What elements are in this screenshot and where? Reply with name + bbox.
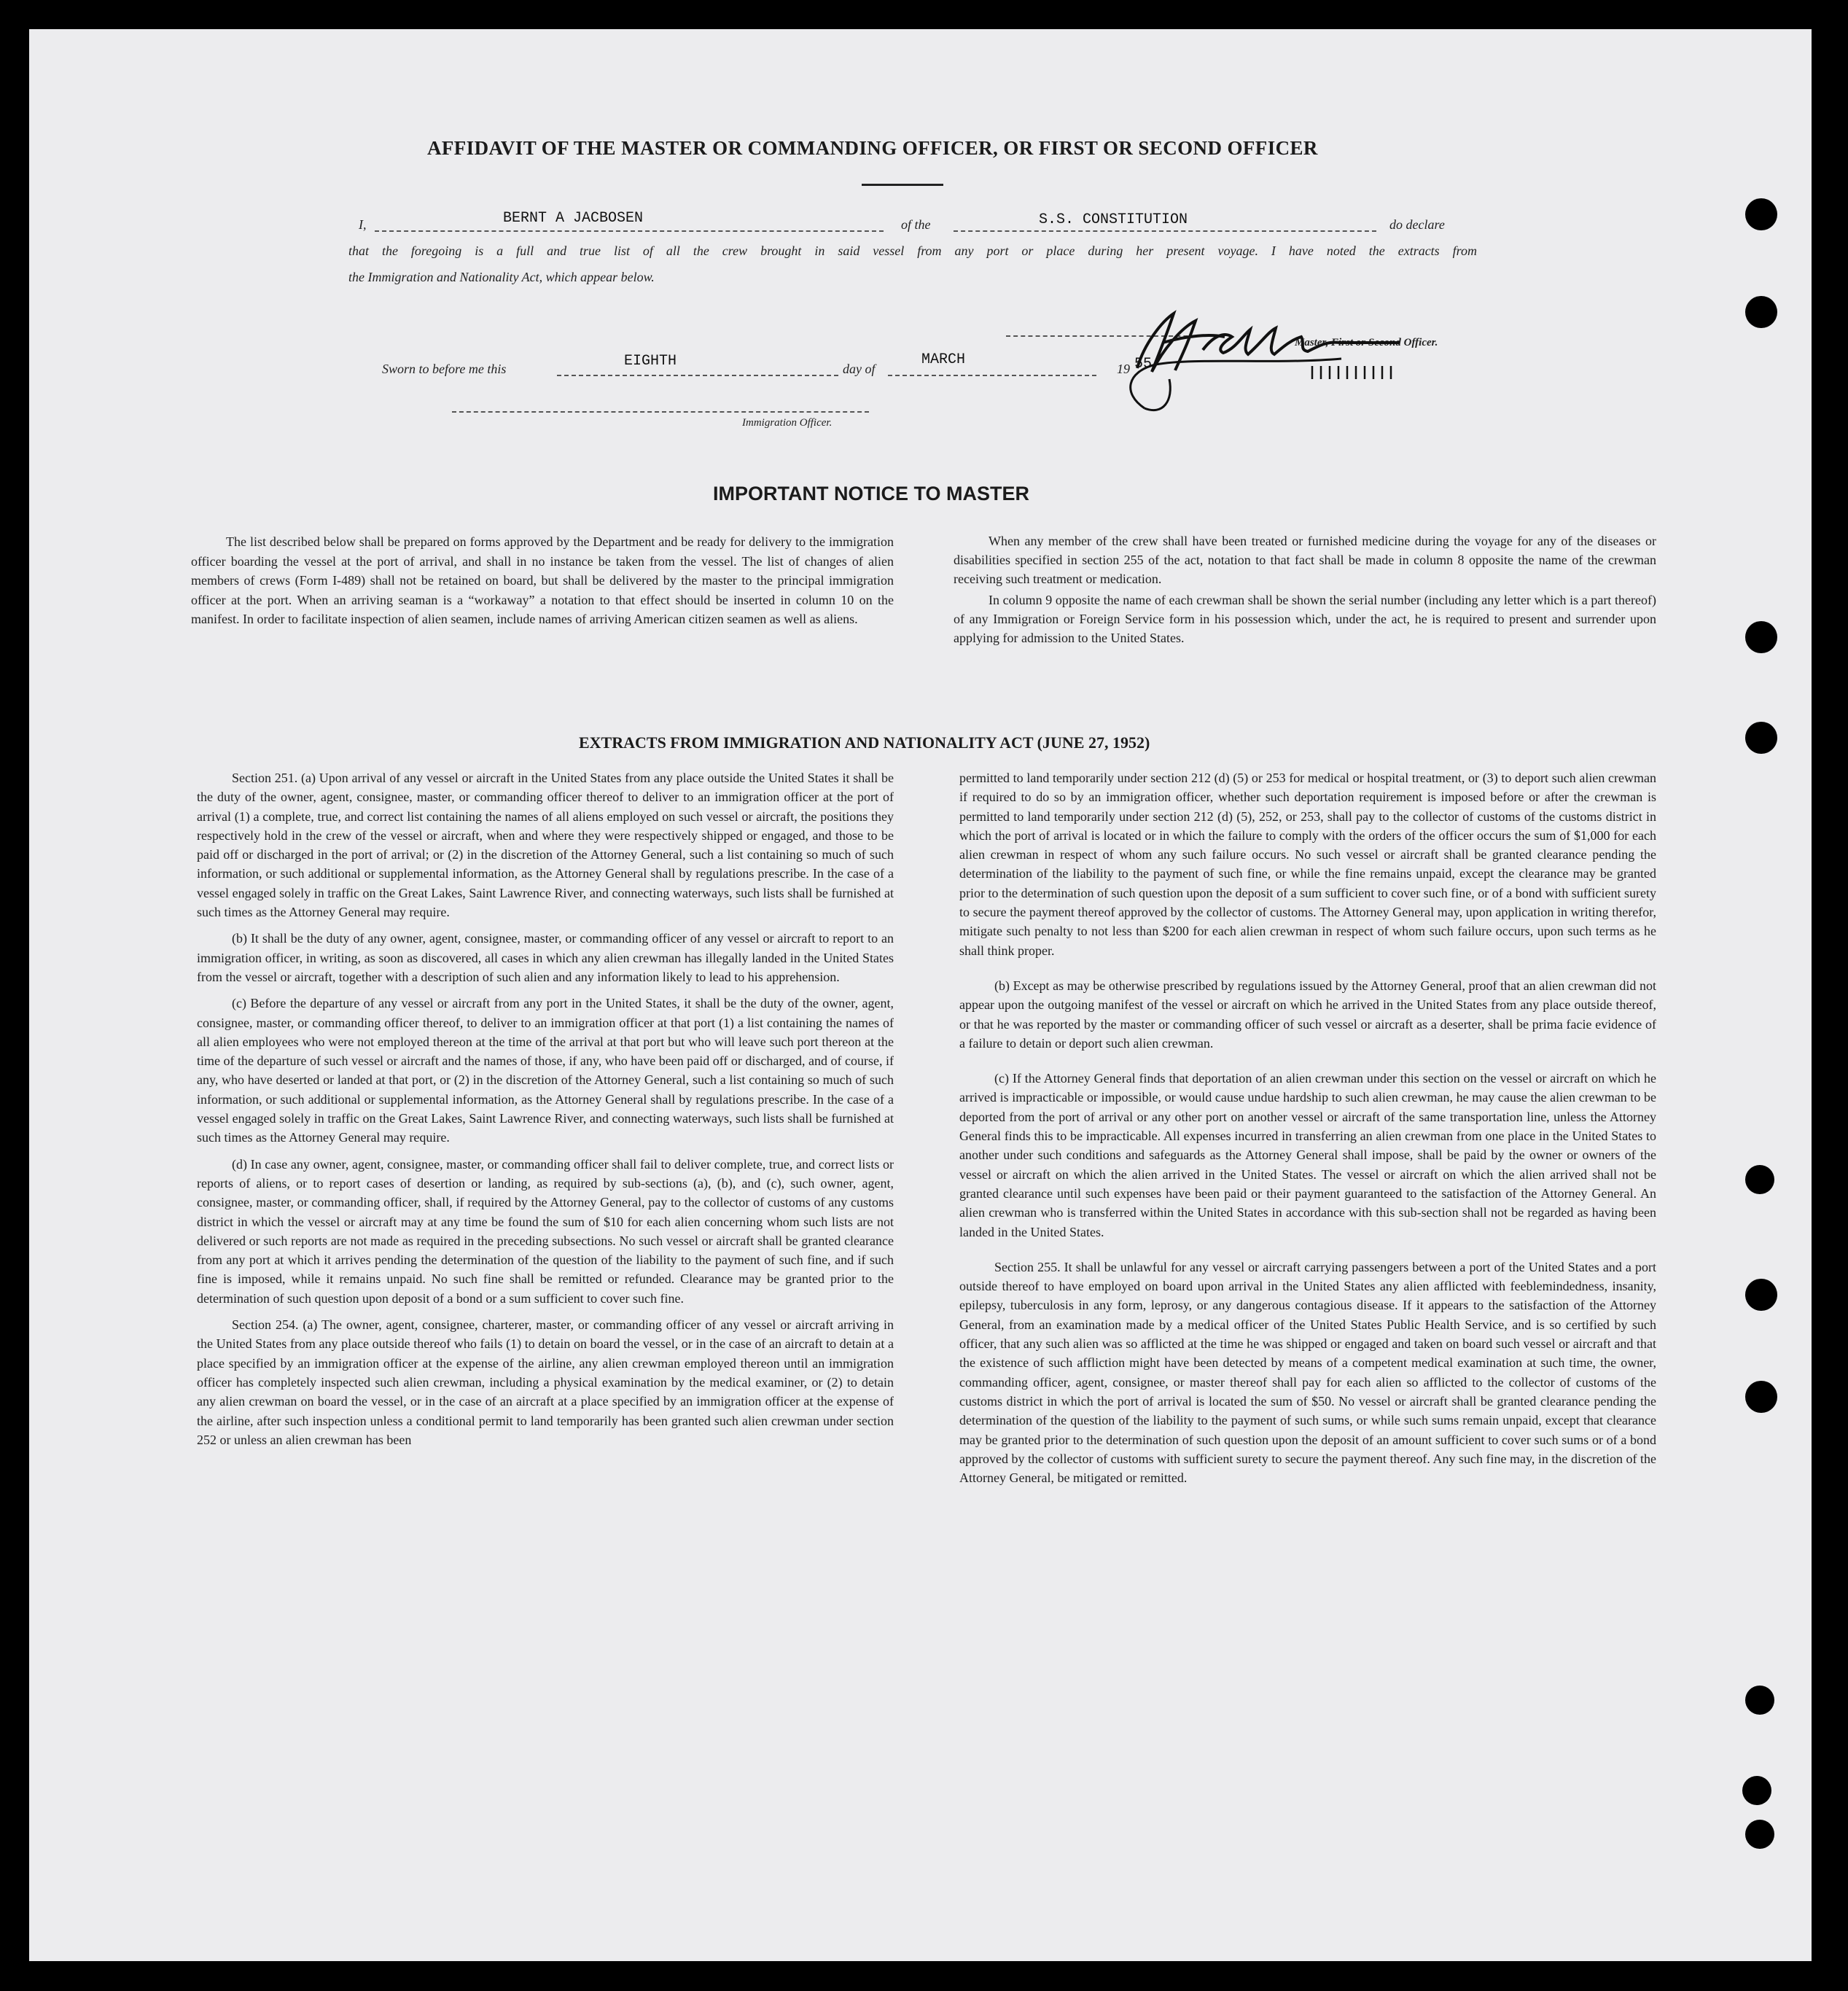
name-line — [375, 230, 884, 232]
punch-hole-icon — [1745, 722, 1777, 754]
punch-hole-icon — [1745, 296, 1777, 328]
notice-right-paragraph-2: In column 9 opposite the name of each crewman shall be shown the serial number (including any letter which is a part thereof) of any Immigration or Foreign Service form in his possession which, under the act, he is required to present and surrender upon applying for admission to the United States. — [954, 593, 1656, 645]
master-name: BERNT A JACBOSEN — [503, 210, 644, 227]
extract-paragraph: (c) If the Attorney General finds that deportation of an alien crewman under this section on the vessel or aircraft on which he arrived is impracticable or impossible, or would cause undue hardship to such alien crewman, he may cause the alien crewman to be deported from the port of arrival or any other port on another vessel or aircraft of the same transportation line, unless the Attorney General finds this to be impracticable. All expenses incurred in transferring an alien crewman from one place in the United States to another under such conditions and safeguards as the Attorney General shall impose, shall be paid by the owner or owners of the vessel or aircraft on which the alien arrived in the United States. The vessel or aircraft on which the alien arrived shall not be granted clearance until such expenses have been paid or their payment guaranteed to the satisfaction of the Attorney General. An alien crewman who is transferred within the United States in accordance with this sub-section shall not be regarded as having been landed in the United States. — [959, 1071, 1656, 1239]
punch-hole-icon — [1745, 1820, 1774, 1849]
title-rule — [862, 184, 943, 186]
sworn-day-line — [557, 375, 838, 376]
extract-paragraph: Section 251. (a) Upon arrival of any vessel or aircraft in the United States from any place outside the United States it shall be the duty of the owner, agent, consignee, master, or commanding officer thereof to deliver to an immigration officer at the port of arrival (1) a complete, true, and correct list containing the names of all aliens employed on such vessel or aircraft, the positions they respectively hold in the crew of the vessel or aircraft, when and where they were respectively shipped or engaged, and those to be paid off or discharged in the port of arrival; or (2) in the discretion of the Attorney General, such a list containing so much of such information, or such additional or supplemental information, as the Attorney General shall by regulations prescribe. In the case of a vessel engaged solely in traffic on the Great Lakes, Saint Lawrence River, and connecting waterways, such lists shall be furnished at such times as the Attorney General may require. — [197, 771, 894, 920]
day-of-label: day of — [843, 362, 876, 376]
vessel-line — [954, 230, 1376, 232]
punch-hole-icon — [1745, 1381, 1777, 1413]
punch-hole-icon — [1745, 1165, 1774, 1194]
extracts-title: EXTRACTS FROM IMMIGRATION AND NATIONALITY ACT (JUNE 27, 1952) — [579, 733, 1150, 752]
notice-right-column — [954, 532, 1656, 655]
sworn-month: MARCH — [921, 351, 966, 368]
i-label: I, — [359, 217, 367, 232]
declaration-line-2: the Immigration and Nationality Act, which appear below. — [348, 270, 655, 284]
signature-icon — [1093, 292, 1400, 423]
notice-left-column — [191, 532, 894, 636]
extract-paragraph: (d) In case any owner, agent, consignee, master, or commanding officer shall fail to deliver complete, true, and correct lists or reports of aliens, or to report cases of desertion or landing, as required by sub-sections (a), (b), and (c), such owner, agent, consignee, master, or commanding officer, shall, if required by the Attorney General, pay to the collector of customs of any customs district in which the vessel or aircraft may at any time be found the sum of $10 for each alien concerning whom such lists are not delivered or such reports are not made as required in the preceding subsections. No such vessel or aircraft shall be granted clearance from any port at which it arrives pending the determination of the question of the liability to the payment of such fine, and if such fine is imposed, while it remains unpaid. No such fine shall be remitted or refunded. Clearance may be granted prior to the determination of such question upon deposit of a bond or a sum sufficient to cover such fine. — [197, 1156, 894, 1306]
punch-hole-icon — [1742, 1776, 1771, 1805]
notice-title: IMPORTANT NOTICE TO MASTER — [713, 483, 1029, 504]
extract-paragraph: Section 254. (a) The owner, agent, consignee, charterer, master, or commanding officer of any vessel or aircraft arriving in the United States from any place outside thereof who fails (1) to detain on board the vessel, or in the case of an aircraft to detain at a place specified by an immigration officer at the expense of the airline, any alien crewman employed thereon until an immigration officer has completely inspected such alien crewman, including a physical examination by the medical examiner, or (2) to detain any alien crewman on board the vessel, or in the case of an aircraft at a place specified by an immigration officer at the expense of the airline, after such inspection unless a conditional permit to land temporarily has been granted such alien crewman under section 252 or unless an alien crewman has been — [197, 1317, 894, 1447]
extract-paragraph: permitted to land temporarily under section 212 (d) (5) or 253 for medical or hospital treatment, or (3) to deport such alien crewman if required to do so by an immigration officer, whether such deportation requirement is imposed before or after the crewman is permitted to land temporarily under section 212 (d) (5), 252, or 253, shall pay to the collector of customs of the customs district in which the port of arrival is located or in which the failure to comply with the orders of the officer occurs the sum of $1,000 for each alien crewman in respect of whom any such failure occurs. No such vessel or aircraft shall be granted clearance pending the determination of the liability to the payment of such fine, or while the fine remains unpaid, except the clearance may be granted prior to the determination of such question upon the deposit of a sum sufficient to cover such fine, or of a bond with sufficient surety to secure the payment thereof approved by the collector of customs. The Attorney General may, upon application in writing therefor, mitigate such penalty to not less than $200 for each alien crewman in respect of whom such failure occurs, upon such terms as he shall think proper. — [959, 771, 1656, 958]
vessel-name: S.S. CONSTITUTION — [1039, 211, 1188, 228]
affidavit-title: AFFIDAVIT OF THE MASTER OR COMMANDING OFFICER, OR FIRST OR SECOND OFFICER — [427, 137, 1318, 159]
year-suffix: 55 — [1134, 356, 1153, 373]
year-prefix: 19 — [1117, 362, 1130, 376]
notice-right-paragraph-1: When any member of the crew shall have been treated or furnished medicine during the voyage for any of the diseases or disabilities specified in section 255 of the act, notation to that fact shall be made in column 8 opposite the name of the crewman receiving such treatment or medication. — [954, 534, 1656, 586]
sworn-label: Sworn to before me this — [382, 362, 507, 376]
extract-paragraph: (c) Before the departure of any vessel or aircraft from any port in the United States, it shall be the duty of the owner, agent, consignee, master, or commanding officer thereof, to deliver to an immigration officer at that port (1) a list containing the names of all alien employees who were not employed thereon at the time of the arrival at that port but who will leave such port thereon at the time of the departure of such vessel or aircraft and the names of those, if any, who have been paid off or discharged, and of course, if any, who have deserted or landed at that port, or (2) in the discretion of the Attorney General, such a list containing so much of such information, or such additional or supplemental information, as the Attorney General shall by regulations prescribe. In the case of a vessel engaged solely in traffic on the Great Lakes, Saint Lawrence River, and connecting waterways, such lists shall be furnished at such times as the Attorney General may require. — [197, 996, 894, 1145]
master-label: Master, First or Second Officer. — [1295, 337, 1438, 348]
punch-hole-icon — [1745, 198, 1777, 230]
sworn-month-line — [888, 375, 1096, 376]
sworn-day: EIGHTH — [624, 353, 677, 370]
extract-paragraph: Section 255. It shall be unlawful for any vessel or aircraft carrying passengers between a port of the United States and a port outside thereof to have employed on board upon arrival in the United States any alien afflicted with feeblemindedness, insanity, epilepsy, tuberculosis in any form, leprosy, or any dangerous contagious disease. If it appears to the satisfaction of the Attorney General, from an examination made by a medical officer of the United States Public Health Service, and is so certified by such officer, that any such alien was so afflicted at the time he was shipped or engaged and taken on board such vessel or aircraft and that the existence of such affliction might have been detected by means of a competent medical examination at such time, the owner, commanding officer, agent, consignee, or master thereof shall pay for each alien so afflicted to the collector of customs of the customs district in which the port of arrival is located the sum of $50. No vessel or aircraft shall be granted clearance pending the determination of the question of the liability to the payment of such sums, or while such sums remain unpaid, except that clearance may be granted prior to the determination of such question upon the deposit of an amount sufficient to cover such sums or of a bond approved by the collector of customs with sufficient surety to secure the payment thereof. Any such fine may, in the discretion of the Attorney General, be mitigated or remitted. — [959, 1259, 1656, 1486]
extracts-right-column — [959, 768, 1656, 1495]
document-page — [29, 29, 1812, 1961]
extract-paragraph: (b) It shall be the duty of any owner, agent, consignee, master, or commanding officer of any vessel or aircraft to report to an immigration officer, in writing, as soon as discovered, all cases in which any alien crewman has illegally landed in the United States from the vessel or aircraft, together with a description of such alien and any information likely to lead to his apprehension. — [197, 931, 894, 984]
declaration-line-1: that the foregoing is a full and true list of all the crew brought in said vessel from any port or place during her present voyage. I have noted the extracts from — [348, 243, 1477, 258]
punch-hole-icon — [1745, 621, 1777, 653]
punch-hole-icon — [1745, 1686, 1774, 1715]
extract-paragraph: (b) Except as may be otherwise prescribed by regulations issued by the Attorney General, proof that an alien crewman did not appear upon the outgoing manifest of the vessel or aircraft on which he arrived in the United States from any place outside thereof, or that he was reported by the master or commanding officer of such vessel or aircraft as a deserter, shall be prima facie evidence of a failure to detain or deport such alien crewman. — [959, 978, 1656, 1051]
immigration-officer-label: Immigration Officer. — [742, 417, 833, 429]
immigration-officer-line — [452, 411, 869, 413]
notice-left-paragraph: The list described below shall be prepared on forms approved by the Department and be ready for delivery to the immigration officer boarding the vessel at the port of arrival, and shall in no instance be taken from the vessel. The list of changes of alien members of crews (Form I-489) shall not be retained on board, but shall be delivered by the master to the principal immigration officer at the port. When an arriving seaman is a “workaway” a notation to that effect should be inserted in column 10 on the manifest. In order to facilitate inspection of alien seamen, include names of arriving American citizen seamen as well as aliens. — [191, 534, 894, 627]
do-declare-label: do declare — [1389, 217, 1445, 232]
extracts-left-column — [197, 768, 894, 1457]
punch-hole-icon — [1745, 1279, 1777, 1311]
of-the-label: of the — [901, 217, 931, 232]
